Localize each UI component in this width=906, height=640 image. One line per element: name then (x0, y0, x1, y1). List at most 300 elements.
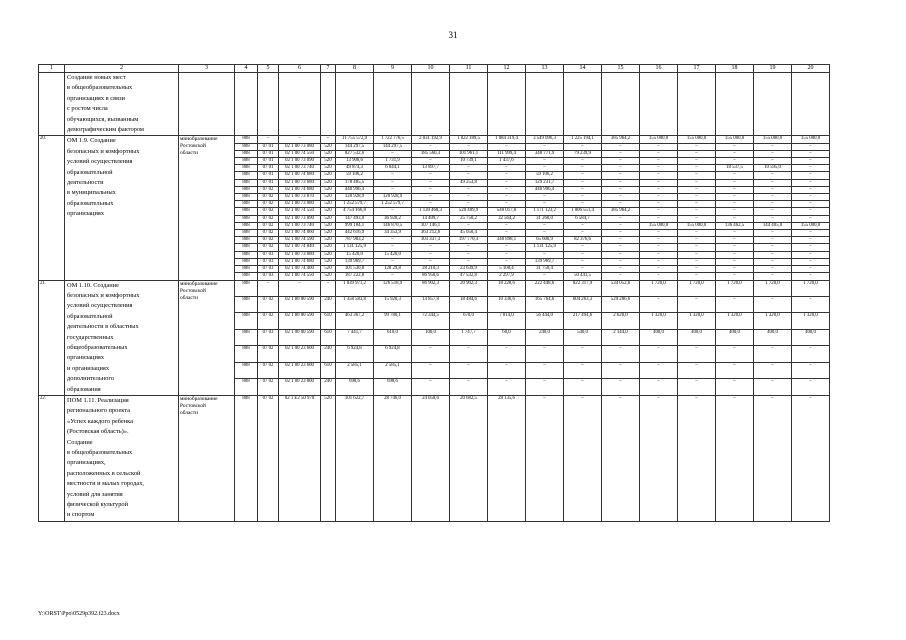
table-cell: 07 02 (258, 244, 279, 251)
table-cell: – (716, 172, 754, 179)
executor-name: минобразование Ростовской области (179, 280, 235, 395)
column-number: 1 (39, 65, 65, 73)
table-cell: – (754, 143, 792, 150)
table-cell: – (602, 194, 640, 201)
empty-cell (279, 73, 321, 136)
table-cell: 15 420,0 (336, 251, 374, 258)
table-cell: – (602, 258, 640, 265)
table-cell: – (792, 258, 830, 265)
table-cell: – (640, 150, 678, 157)
table-cell: 222 448,6 (526, 280, 564, 296)
table-cell: – (792, 179, 830, 186)
table-cell: 520 (321, 244, 336, 251)
table-cell: – (488, 230, 526, 237)
table-cell: 165 764,6 (526, 296, 564, 312)
table-cell: 440 996,4 (526, 186, 564, 193)
table-cell: – (678, 172, 716, 179)
table-cell: 111 999,4 (488, 150, 526, 157)
table-cell: 808 (235, 208, 258, 215)
table-cell: 49 874,3 (336, 165, 374, 172)
table-cell: – (792, 251, 830, 258)
column-number: 20 (792, 65, 830, 73)
table-cell: 808 (235, 143, 258, 150)
table-cell: 348 771,9 (526, 150, 564, 157)
table-cell: – (450, 143, 488, 150)
table-cell: – (602, 379, 640, 396)
column-number: 13 (526, 65, 564, 73)
table-cell: – (412, 172, 450, 179)
table-cell: – (640, 208, 678, 215)
table-cell: – (640, 172, 678, 179)
empty-cell (792, 73, 830, 136)
column-number: 4 (235, 65, 258, 73)
table-cell: 1 225 194,1 (564, 136, 602, 143)
table-cell: 1 437,6 (488, 158, 526, 165)
column-number: 17 (678, 65, 716, 73)
table-cell: 1 731,9 (374, 158, 412, 165)
table-row (39, 395, 830, 521)
empty-cell (412, 73, 450, 136)
table-cell: 540,0 (564, 329, 602, 345)
table-cell: – (602, 230, 640, 237)
table-cell: 24 058,6 (412, 395, 450, 521)
table-cell: – (450, 258, 488, 265)
table-cell: 520 (321, 215, 336, 222)
table-cell: 1 320,0 (792, 313, 830, 329)
table-cell: 02 1 00 74 060 (279, 230, 321, 237)
table-cell: – (374, 237, 412, 244)
table-cell: 827 532,6 (336, 150, 374, 157)
table-cell: 529 286,6 (602, 296, 640, 312)
table-cell: 59 106,2 (336, 172, 374, 179)
table-cell: 520 (321, 179, 336, 186)
table-cell: – (792, 230, 830, 237)
table-cell: – (754, 186, 792, 193)
table-row (39, 136, 830, 143)
table-cell: 1 131 125,9 (336, 244, 374, 251)
table-cell: – (526, 194, 564, 201)
table-cell: – (450, 251, 488, 258)
table-cell: 129 231,7 (526, 179, 564, 186)
table-cell: 808 (235, 296, 258, 312)
table-cell: 520 (321, 395, 336, 521)
table-cell: – (258, 136, 279, 143)
table-cell: 1 720,0 (640, 280, 678, 296)
table-cell: – (602, 266, 640, 273)
table-cell: 07 02 (258, 194, 279, 201)
table-cell: 520 (321, 186, 336, 193)
column-number: 18 (716, 65, 754, 73)
table-cell: 808 (235, 346, 258, 362)
table-cell: 808 (235, 222, 258, 229)
table-cell: 155 000,0 (716, 136, 754, 143)
table-cell: – (450, 201, 488, 208)
table-cell: – (526, 230, 564, 237)
table-cell: – (412, 346, 450, 362)
table-cell: – (412, 251, 450, 258)
table-cell: 13 908,6 (336, 158, 374, 165)
table-cell: 440 996,4 (336, 186, 374, 193)
table-cell: 02 1 00 73 090 (279, 158, 321, 165)
table-cell: – (640, 237, 678, 244)
table-cell: 103 337,3 (412, 237, 450, 244)
measure-name: ОМ 1.10. Создание безопасных и комфортных условий осуществления образовательной деятельности в областных государственных общеобразовательных организациях и организациях дополнительного образования (65, 280, 179, 395)
table-cell: – (526, 362, 564, 378)
table-cell: 400,0 (716, 329, 754, 345)
table-cell: 31 260,0 (526, 215, 564, 222)
table-cell: – (678, 379, 716, 396)
table-cell: – (526, 201, 564, 208)
table-cell: 126 518,9 (374, 280, 412, 296)
table-cell: 02 1 00 73 680 (279, 179, 321, 186)
table-cell: 1 320,0 (716, 313, 754, 329)
table-cell: 610,0 (374, 329, 412, 345)
table-cell: 520 (321, 143, 336, 150)
table-cell: 1 747,7 (450, 329, 488, 345)
table-cell: 520 (321, 273, 336, 280)
table-cell: – (412, 362, 450, 378)
table-cell: – (526, 222, 564, 229)
table-cell: – (754, 150, 792, 157)
footer-path: Y:\ORST\Ppo\0529p392.f23.docx (38, 611, 120, 617)
table-cell: – (488, 165, 526, 172)
column-number: 14 (564, 65, 602, 73)
table-cell: – (754, 273, 792, 280)
table-cell: – (564, 158, 602, 165)
empty-cell (450, 73, 488, 136)
table-cell: – (716, 362, 754, 378)
table-cell: 120 928,9 (374, 194, 412, 201)
table-cell: – (602, 273, 640, 280)
table-cell: – (716, 230, 754, 237)
table-cell: 2 585,1 (374, 362, 412, 378)
table-cell: 82 376,6 (564, 237, 602, 244)
table-cell: – (716, 158, 754, 165)
table-cell: – (716, 179, 754, 186)
table-cell: 670,0 (450, 313, 488, 329)
table-cell: 808 (235, 136, 258, 143)
table-cell: – (678, 165, 716, 172)
table-cell: 07 02 (258, 346, 279, 362)
table-cell: – (602, 186, 640, 193)
table-cell: – (640, 346, 678, 362)
table-cell: – (374, 172, 412, 179)
table-cell: – (602, 158, 640, 165)
table-cell: – (640, 179, 678, 186)
table-cell: 07 02 (258, 313, 279, 329)
table-cell: 155 000,0 (678, 222, 716, 229)
column-number: 6 (279, 65, 321, 73)
table-cell: 808 (235, 215, 258, 222)
column-number: 12 (488, 65, 526, 73)
table-cell: 101 530,8 (336, 266, 374, 273)
table-cell: 6 584,7 (564, 215, 602, 222)
table-cell: 1 084 319,4 (488, 136, 526, 143)
table-cell: 6 844,1 (374, 165, 412, 172)
table-cell: – (564, 230, 602, 237)
table-cell: 520 (321, 258, 336, 265)
table-cell: 45 050,4 (450, 230, 488, 237)
table-cell: 808 (235, 186, 258, 193)
table-cell: – (412, 186, 450, 193)
table-cell: – (602, 172, 640, 179)
table-cell: – (412, 244, 450, 251)
table-cell: 56 444,0 (526, 313, 564, 329)
table-cell: – (564, 395, 602, 521)
table-cell: 02 1 00 74 840 (279, 244, 321, 251)
table-cell: – (640, 230, 678, 237)
table-cell: – (450, 362, 488, 378)
table-cell: 07 02 (258, 362, 279, 378)
table-cell: 808 (235, 329, 258, 345)
table-cell: – (640, 296, 678, 312)
table-cell: – (754, 179, 792, 186)
table-cell: – (678, 273, 716, 280)
table-cell: 240 (321, 296, 336, 312)
table-cell: – (716, 266, 754, 273)
table-cell: 02 1 00 73 740 (279, 165, 321, 172)
table-cell: 50 441,5 (564, 273, 602, 280)
table-cell: – (792, 186, 830, 193)
table-cell: – (716, 150, 754, 157)
table-cell: – (678, 143, 716, 150)
table-cell: 610 (321, 313, 336, 329)
table-cell: 7 814,0 (488, 313, 526, 329)
table-cell: 400,0 (640, 329, 678, 345)
table-cell: 240,0 (526, 329, 564, 345)
table-cell: – (602, 395, 640, 521)
table-cell: – (564, 244, 602, 251)
table-cell: 442 616,9 (336, 230, 374, 237)
table-cell: – (716, 346, 754, 362)
row-number (39, 73, 65, 136)
measure-name: Создание новых мест в общеобразовательных организациях в связи с ростом числа обучающихся, вызванным демографическим фактором (65, 73, 179, 136)
table-cell: 5 100,4 (488, 266, 526, 273)
table-cell: 400,0 (792, 329, 830, 345)
table-cell: 808 (235, 172, 258, 179)
table-cell: 155 000,0 (640, 136, 678, 143)
table-cell: – (640, 244, 678, 251)
empty-cell (678, 73, 716, 136)
measure-name: ОМ 1.9. Создание безопасных и комфортных условий осуществления образовательной деятельности в муниципальных образовательных организациях (65, 136, 179, 280)
table-cell: – (754, 208, 792, 215)
table-cell: – (792, 150, 830, 157)
table-cell: – (602, 222, 640, 229)
page-number: 31 (448, 30, 458, 40)
table-cell: 136 462,5 (716, 222, 754, 229)
table-cell: – (450, 194, 488, 201)
column-number: 19 (754, 65, 792, 73)
table-cell: – (564, 201, 602, 208)
table-cell: 363 212,6 (412, 230, 450, 237)
table-cell: 808 (235, 379, 258, 396)
table-cell: – (678, 186, 716, 193)
table-cell: 1 006 551,4 (564, 208, 602, 215)
table-cell: 100,0 (412, 329, 450, 345)
table-cell: 101 961,1 (450, 150, 488, 157)
table-cell: 520 (321, 194, 336, 201)
table-cell: 02 1 00 74 680 (279, 258, 321, 265)
table-cell: – (678, 201, 716, 208)
table-cell: – (792, 143, 830, 150)
table-cell: 808 (235, 244, 258, 251)
table-cell: 02 1 00 74 680 (279, 172, 321, 179)
budget-table (38, 64, 830, 522)
table-cell: – (678, 230, 716, 237)
table-cell: 385 964,2 (602, 208, 640, 215)
table-cell: – (754, 237, 792, 244)
empty-cell (235, 73, 258, 136)
table-cell: 240 (321, 379, 336, 396)
table-cell: 86 950,6 (412, 273, 450, 280)
table-cell: 02 1 00 73 080 (279, 201, 321, 208)
table-cell: 07 02 (258, 230, 279, 237)
table-cell: 808 (235, 237, 258, 244)
table-cell: 147 493,0 (336, 215, 374, 222)
table-cell: 07 03 (258, 273, 279, 280)
table-cell: 155 000,0 (792, 136, 830, 143)
table-cell: – (754, 379, 792, 396)
table-cell: – (792, 201, 830, 208)
table-cell: 520 (321, 158, 336, 165)
table-cell: – (640, 215, 678, 222)
table-cell: 02 1 00 74 550 (279, 150, 321, 157)
table-cell: 07 03 (258, 266, 279, 273)
table-cell: – (754, 172, 792, 179)
table-cell: 07 01 (258, 158, 279, 165)
table-cell: – (602, 215, 640, 222)
table-cell: – (640, 158, 678, 165)
table-cell: – (279, 280, 321, 296)
table-cell: – (374, 244, 412, 251)
table-cell: 604 263,3 (564, 296, 602, 312)
table-cell: – (450, 346, 488, 362)
header-row (39, 65, 830, 73)
empty-cell (564, 73, 602, 136)
table-cell: 520 (321, 237, 336, 244)
table-cell: – (602, 362, 640, 378)
empty-cell (321, 73, 336, 136)
table-cell: 20 682,5 (450, 395, 488, 521)
table-cell: 25 750,2 (450, 215, 488, 222)
table-cell: – (602, 244, 640, 251)
table-cell: – (792, 158, 830, 165)
table-cell: 02 1 00 73 740 (279, 222, 321, 229)
table-cell: 120 928,9 (336, 194, 374, 201)
table-cell: – (754, 266, 792, 273)
table-cell: 02 1 00 00 590 (279, 313, 321, 329)
table-cell: – (564, 179, 602, 186)
table-cell: 1 131 125,9 (526, 244, 564, 251)
table-cell: 07 02 (258, 237, 279, 244)
table-cell: 808 (235, 194, 258, 201)
table-cell: 47 532,8 (450, 273, 488, 280)
table-cell: 139 969,7 (526, 258, 564, 265)
table-cell: – (602, 251, 640, 258)
table-cell: 520 (321, 165, 336, 172)
table-cell: – (754, 362, 792, 378)
table-cell: – (754, 251, 792, 258)
table-cell: – (754, 244, 792, 251)
table-cell: – (564, 379, 602, 396)
table-cell: 808 (235, 179, 258, 186)
table-cell: 1 720,0 (716, 280, 754, 296)
table-cell: – (640, 143, 678, 150)
table-cell: 49 253,8 (450, 179, 488, 186)
table-cell: 4 754 166,8 (336, 208, 374, 215)
table-cell: 144 297,5 (374, 143, 412, 150)
table-cell: 808 (235, 230, 258, 237)
table-cell: – (640, 379, 678, 396)
table-cell: – (488, 251, 526, 258)
table-cell: 02 1 00 23 600 (279, 346, 321, 362)
table-cell: 02 1 00 73 080 (279, 251, 321, 258)
column-number: 8 (336, 65, 374, 73)
table-cell: 34 353,9 (374, 230, 412, 237)
table-cell: 6 924,8 (336, 346, 374, 362)
table-cell: – (488, 346, 526, 362)
table-cell: – (716, 237, 754, 244)
table-cell: 540 017,8 (488, 208, 526, 215)
table-cell: 197 770,3 (450, 237, 488, 244)
column-number: 7 (321, 65, 336, 73)
table-cell: 999 184,1 (336, 222, 374, 229)
table-cell: – (450, 222, 488, 229)
table-cell: 787 983,2 (336, 237, 374, 244)
table-cell: – (678, 208, 716, 215)
table-cell: 07 03 (258, 329, 279, 345)
table-cell: – (450, 165, 488, 172)
table-cell: – (792, 296, 830, 312)
table-cell: – (258, 280, 279, 296)
table-cell: 808 (235, 266, 258, 273)
table-cell: 128 29,8 (374, 266, 412, 273)
column-number: 11 (450, 65, 488, 73)
table-cell: – (602, 237, 640, 244)
table-cell: 1 720,0 (792, 280, 830, 296)
table-cell: 1 252 579,7 (374, 201, 412, 208)
table-cell: 02 1 00 00 590 (279, 296, 321, 312)
table-cell: 808 (235, 395, 258, 521)
table-cell: 02 1 00 00 590 (279, 329, 321, 345)
table-cell: – (412, 258, 450, 265)
table-cell: – (716, 186, 754, 193)
table-cell: – (564, 258, 602, 265)
table-cell: – (716, 201, 754, 208)
column-number: 10 (412, 65, 450, 73)
table-cell: – (754, 230, 792, 237)
table-cell: 02 1 00 74 400 (279, 266, 321, 273)
table-cell: 1 252 579,7 (336, 201, 374, 208)
table-cell: – (564, 172, 602, 179)
table-cell: – (488, 222, 526, 229)
table-cell: 07 02 (258, 215, 279, 222)
table-cell: 07 01 (258, 172, 279, 179)
table-cell: – (526, 273, 564, 280)
table-cell: 520 489,9 (450, 208, 488, 215)
table-cell: 07 01 (258, 165, 279, 172)
table-cell: – (678, 251, 716, 258)
table-cell: – (716, 379, 754, 396)
table-cell: – (640, 201, 678, 208)
table-cell: 1 320,0 (754, 313, 792, 329)
table-cell: – (754, 296, 792, 312)
table-cell: 2 144,0 (602, 329, 640, 345)
empty-cell (602, 73, 640, 136)
table-cell: – (602, 150, 640, 157)
table-cell: – (678, 244, 716, 251)
executor-name: минобразование Ростовской области (179, 136, 235, 280)
